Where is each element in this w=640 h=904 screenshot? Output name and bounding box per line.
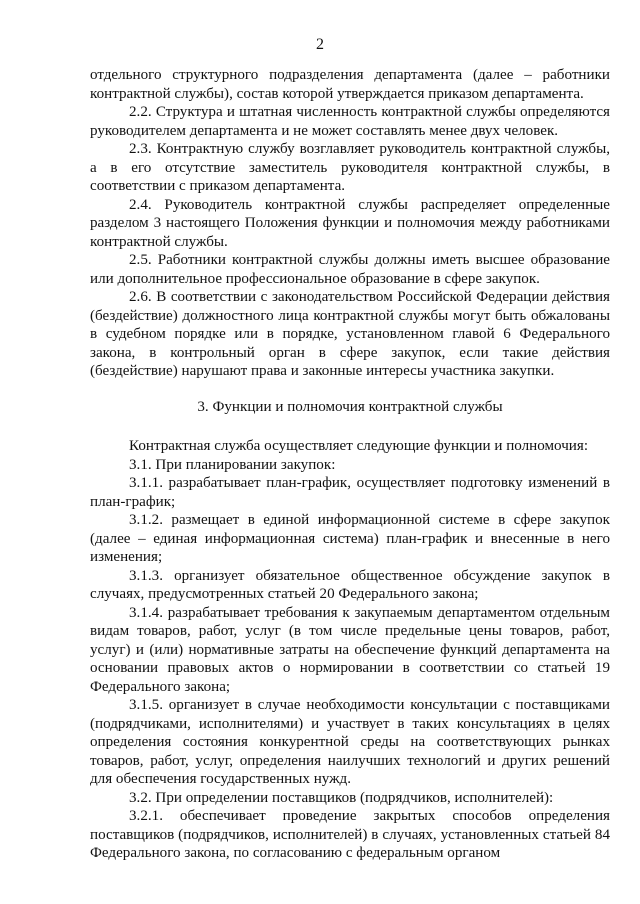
paragraph-2-3: 2.3. Контрактную службу возглавляет руководитель контрактной службы, а в его отсутствие заместитель руководителя контрактной службы, в соответствии с приказом департамента.	[90, 141, 610, 194]
paragraph-2-5: 2.5. Работники контрактной службы должны иметь высшее образование или дополнительное профессиональное образование в сфере закупок.	[90, 252, 610, 287]
paragraph-3-1-2: 3.1.2. размещает в единой информационной системе в сфере закупок (далее – единая информационная система) план-график и внесенные в него изменения;	[90, 512, 610, 565]
document-body	[90, 66, 610, 863]
paragraph-3-1-5: 3.1.5. организует в случае необходимости консультации с поставщиками (подрядчиками, исполнителями) и участвует в таких консультациях в целях определения состояния конкурентной среды на соответствующих рынках товаров, работ, услуг, определения наилучших технологий и других решений для обеспечения государственных нужд.	[90, 697, 610, 787]
paragraph-2-4: 2.4. Руководитель контрактной службы распределяет определенные разделом 3 настоящего Положения функции и полномочия между работниками контрактной службы.	[90, 196, 610, 250]
paragraph-2-6: 2.6. В соответствии с законодательством Российской Федерации действия (бездействие) должностного лица контрактной службы могут быть обжалованы в судебном порядке или в порядке, установленном главой 6 Федерального закона, в контрольный орган в сфере закупок, если такие действия (бездействие) нарушают права и законные интересы участника закупки.	[90, 289, 610, 379]
paragraph-3-2: 3.2. При определении поставщиков (подрядчиков, исполнителей):	[129, 789, 554, 806]
page-number: 2	[316, 36, 324, 53]
section-heading: 3. Функции и полномочия контрактной службы	[197, 398, 503, 415]
paragraph-3-1-3: 3.1.3. организует обязательное общественное обсуждение закупок в случаях, предусмотренных статьей 20 Федерального закона;	[90, 567, 610, 602]
paragraph-intro: Контрактная служба осуществляет следующие функции и полномочия:	[129, 438, 589, 454]
paragraph-continuation: отдельного структурного подразделения департамента (далее – работники контрактной службы), состав которой утверждается приказом департамента.	[90, 67, 610, 102]
paragraph-3-1-4: 3.1.4. разрабатывает требования к закупаемым департаментом отдельным видам товаров, работ, услуг (в том числе предельные цены товаров, работ, услуг) и (или) нормативные затраты на обеспечение функций департамента на основании правовых актов о нормировании в соответствии со статьей 19 Федерального закона;	[90, 604, 610, 695]
paragraph-3-1: 3.1. При планировании закупок:	[129, 456, 336, 473]
paragraph-3-2-1: 3.2.1. обеспечивает проведение закрытых способов определения поставщиков (подрядчиков, исполнителей) в случаях, установленных статьей 84 Федерального закона, по согласованию с федеральным органом	[90, 808, 610, 861]
paragraph-3-1-1: 3.1.1. разрабатывает план-график, осуществляет подготовку изменений в план-график;	[90, 475, 610, 510]
paragraph-2-2: 2.2. Структура и штатная численность контрактной службы определяются руководителем департамента и не может составлять менее двух человек.	[90, 104, 610, 139]
